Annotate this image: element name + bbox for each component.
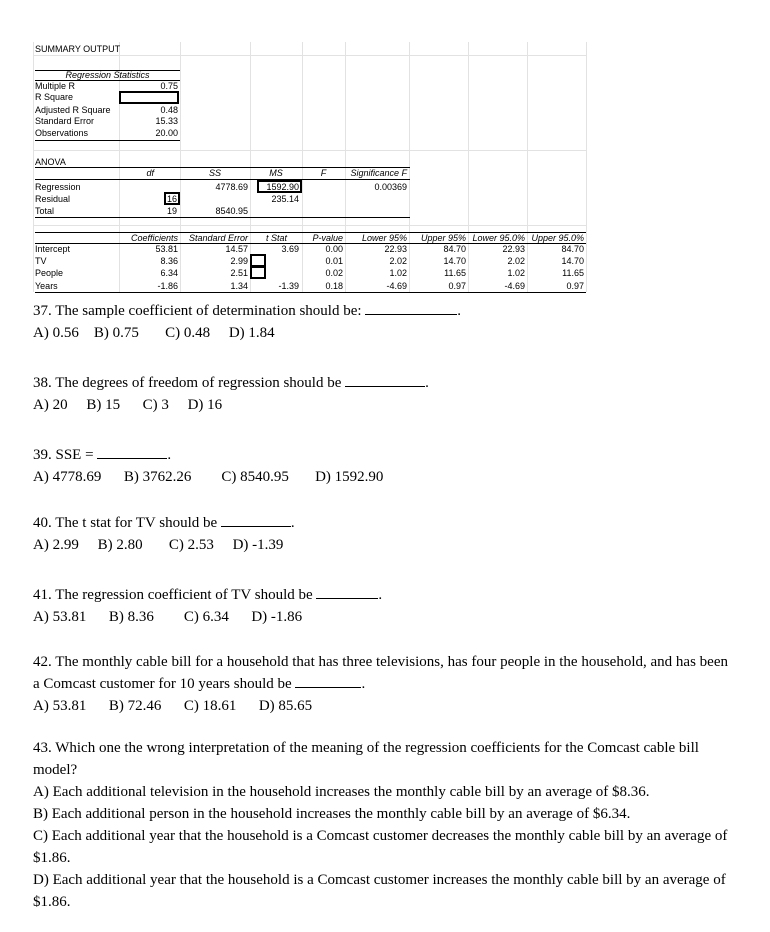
coef-cell: 11.65 — [444, 268, 466, 278]
question-end: . — [361, 676, 366, 692]
coef-cell: 2.02 — [389, 256, 407, 266]
option: C) Each additional year that the household is a Comcast customer decreases the monthly cable bill by an average of $1.86. — [33, 828, 728, 866]
stat-label: Standard Error — [35, 116, 95, 126]
option: B) 8.36 — [108, 609, 154, 625]
option: A) 53.81 — [33, 698, 87, 714]
question-text: 39. SSE = — [33, 447, 94, 463]
coef-header: t Stat — [265, 233, 287, 243]
coef-cell: -4.69 — [386, 281, 407, 291]
anova-sig: 0.00369 — [374, 182, 407, 192]
question-37 — [33, 300, 461, 344]
coef-cell: 2.51 — [230, 268, 248, 278]
coef-header: P-value — [312, 233, 343, 243]
coef-cell: 84.70 — [561, 244, 584, 254]
anova-df: 16 — [166, 194, 177, 204]
anova-ss: 8540.95 — [215, 206, 248, 216]
coef-cell: 3.69 — [281, 244, 299, 254]
coef-cell: 84.70 — [443, 244, 466, 254]
coef-cell: -1.39 — [278, 281, 299, 291]
anova-header-df: df — [146, 168, 154, 178]
anova-ss: 4778.69 — [215, 182, 248, 192]
coef-cell: 0.97 — [448, 281, 466, 291]
coef-cell: 0.00 — [325, 244, 343, 254]
anova-ms: 235.14 — [271, 194, 299, 204]
option: B) 72.46 — [108, 698, 162, 714]
anova-row-label: Residual — [35, 194, 71, 204]
option: D) 16 — [187, 397, 223, 413]
option: C) 2.53 — [168, 537, 214, 553]
option: C) 6.34 — [183, 609, 229, 625]
anova-df: 19 — [166, 206, 177, 216]
regression-output — [0, 0, 770, 300]
question-text: 43. Which one the wrong interpretation of the meaning of the regression coefficients for the Comcast cable bill model? — [33, 740, 699, 778]
stat-value: 0.48 — [160, 105, 178, 115]
coef-cell: 2.02 — [507, 256, 525, 266]
option: A) 0.56 — [33, 325, 79, 341]
question-text: 41. The regression coefficient of TV should be — [33, 587, 313, 603]
coef-row-label: People — [35, 268, 64, 278]
stat-label: Observations — [35, 128, 89, 138]
stat-value: 0.75 — [160, 81, 178, 91]
question-end: . — [167, 447, 172, 463]
coef-cell: 8.36 — [160, 256, 178, 266]
anova-ms: 1592.90 — [266, 182, 299, 192]
blank-box — [250, 266, 266, 279]
question-end: . — [425, 375, 429, 391]
coef-header: Standard Error — [188, 233, 248, 243]
option: C) 8540.95 — [221, 469, 289, 485]
option: D) 85.65 — [258, 698, 313, 714]
coef-cell: 22.93 — [502, 244, 525, 254]
coef-cell: 14.70 — [443, 256, 466, 266]
coef-header: Lower 95% — [361, 233, 407, 243]
question-43 — [33, 737, 733, 913]
stat-label: Adjusted R Square — [35, 105, 111, 115]
coef-row-label: Years — [35, 281, 58, 291]
coef-cell: 0.02 — [325, 268, 343, 278]
anova-title: ANOVA — [35, 157, 66, 167]
summary-title: SUMMARY OUTPUT — [35, 44, 121, 54]
option: B) 2.80 — [97, 537, 143, 553]
option: B) 0.75 — [93, 325, 139, 341]
option: D) -1.39 — [232, 537, 284, 553]
coef-cell: 2.99 — [230, 256, 248, 266]
coef-cell: -4.69 — [504, 281, 525, 291]
anova-header-ss: SS — [208, 168, 221, 178]
stat-value: 15.33 — [155, 116, 178, 126]
option: A) 53.81 — [33, 609, 87, 625]
option: C) 3 — [142, 397, 169, 413]
option: A) Each additional television in the household increases the monthly cable bill by an average of $8.36. — [33, 784, 650, 800]
option: C) 18.61 — [183, 698, 237, 714]
option: A) 4778.69 — [33, 469, 102, 485]
anova-header-f: F — [320, 168, 327, 178]
question-40 — [33, 512, 295, 556]
question-text: 40. The t stat for TV should be — [33, 515, 218, 531]
question-end: . — [457, 303, 462, 319]
question-38 — [33, 372, 429, 416]
coef-header: Lower 95.0% — [472, 233, 525, 243]
regression-statistics-header: Regression Statistics — [65, 70, 150, 80]
anova-header-sig: Significance F — [350, 168, 407, 178]
coef-cell: 14.70 — [561, 256, 584, 266]
question-end: . — [378, 587, 383, 603]
blank-box — [119, 91, 179, 104]
option: D) -1.86 — [251, 609, 303, 625]
option: B) Each additional person in the household increases the monthly cable bill by an average of $6.34. — [33, 806, 631, 822]
anova-row-label: Total — [35, 206, 55, 216]
question-text: 42. The monthly cable bill for a household that has three televisions, has four people in the household, and has been a Comcast customer for 10 years should be — [33, 654, 728, 692]
option: A) 2.99 — [33, 537, 79, 553]
anova-row-label: Regression — [35, 182, 81, 192]
option: D) Each additional year that the household is a Comcast customer increases the monthly cable bill by an average of $1.86. — [33, 872, 726, 910]
coef-cell: 1.02 — [507, 268, 525, 278]
coef-cell: 1.34 — [230, 281, 248, 291]
coef-cell: 6.34 — [160, 268, 178, 278]
coef-header: Coefficients — [130, 233, 178, 243]
coef-cell: 0.18 — [325, 281, 343, 291]
coef-header: Upper 95% — [420, 233, 466, 243]
option: B) 3762.26 — [123, 469, 192, 485]
question-39 — [33, 444, 383, 488]
coef-cell: 0.97 — [566, 281, 584, 291]
stat-value: 20.00 — [155, 128, 178, 138]
coef-cell: 22.93 — [384, 244, 407, 254]
question-42 — [33, 651, 733, 717]
question-41 — [33, 584, 382, 628]
coef-cell: 1.02 — [389, 268, 407, 278]
option: D) 1.84 — [228, 325, 275, 341]
question-text: 38. The degrees of freedom of regression should be — [33, 375, 342, 391]
coef-row-label: Intercept — [35, 244, 71, 254]
option: D) 1592.90 — [315, 469, 384, 485]
option: C) 0.48 — [165, 325, 211, 341]
coef-header: Upper 95.0% — [531, 233, 584, 243]
option: A) 20 — [33, 397, 68, 413]
coef-row-label: TV — [35, 256, 47, 266]
coef-cell: 0.01 — [325, 256, 343, 266]
coef-cell: 53.81 — [155, 244, 178, 254]
question-text: 37. The sample coefficient of determination should be: — [33, 303, 362, 319]
coef-cell: 14.57 — [225, 244, 248, 254]
coef-cell: 11.65 — [562, 268, 584, 278]
option: B) 15 — [86, 397, 121, 413]
stat-label: R Square — [35, 92, 74, 102]
stat-label: Multiple R — [35, 81, 76, 91]
anova-header-ms: MS — [269, 168, 283, 178]
question-end: . — [290, 515, 295, 531]
coef-cell: -1.86 — [157, 281, 178, 291]
